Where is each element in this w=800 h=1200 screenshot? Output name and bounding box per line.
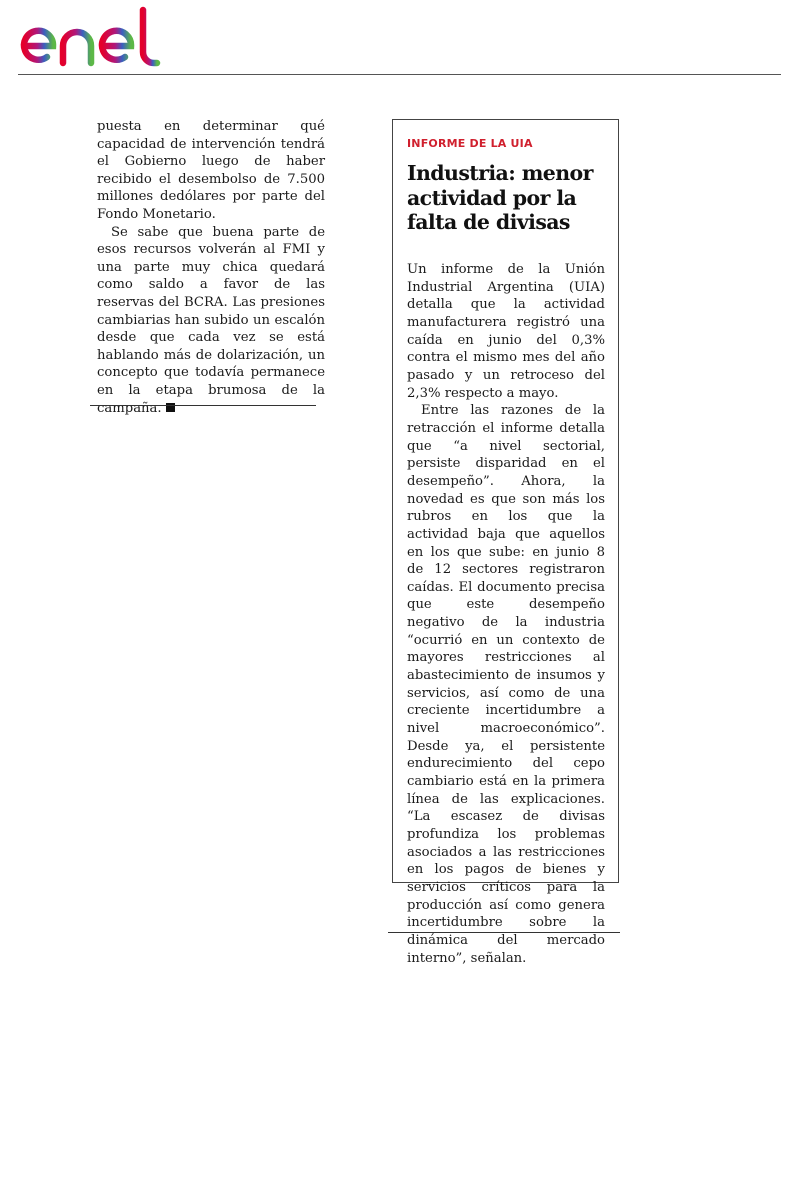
left-paragraph-2 bbox=[97, 224, 325, 418]
sidebar-paragraph-2: Entre las razones de la retracción el informe detalla que “a nivel sectorial, persiste disparidad en el desempeño”. Ahora, la novedad es que son más los rubros en los que la actividad baja que aquellos en los que sube: en junio 8 de 12 sectores registraron caídas. El documento precisa que este desempeño negativo de la industria “ocurrió en un contexto de mayores restricciones al abastecimiento de insumos y servicios, así como de una creciente incertidumbre a nivel macroeconómico”. Desde ya, el persistente endurecimiento del cepo cambiario está en la primera línea de las explicaciones. “La escasez de divisas profundiza los problemas asociados a las restricciones en los pagos de bienes y servicios críticos para la producción así como genera incertidumbre sobre la dinámica del mercado interno”, señalan. bbox=[407, 403, 605, 966]
sidebar-body bbox=[407, 261, 605, 967]
enel-logo-graphic bbox=[16, 6, 181, 68]
sidebar-paragraph-1: Un informe de la Unión Industrial Argentina (UIA) detalla que la actividad manufacturera registró una caída en junio del 0,3% contra el mismo mes del año pasado y un retroceso del 2,3% respecto a mayo. bbox=[407, 262, 605, 401]
left-article-column bbox=[97, 118, 325, 417]
left-column-rule bbox=[90, 405, 316, 406]
header-rule bbox=[18, 74, 781, 75]
enel-logo bbox=[16, 6, 181, 68]
end-of-article-mark bbox=[166, 403, 175, 412]
sidebar-headline: Industria: menor actividad por la falta de divisas bbox=[407, 161, 593, 234]
left-paragraph-1: puesta en determinar qué capacidad de intervención tendrá el Gobierno luego de haber recibido el desembolso de 7.500 millones dedólares por parte del Fondo Monetario. bbox=[97, 119, 325, 222]
sidebar-rule bbox=[388, 932, 620, 933]
left-paragraph-2-text: Se sabe que buena parte de esos recursos volverán al FMI y una parte muy chica quedará como saldo a favor de las reservas del BCRA. Las presiones cambiarias han subido un escalón desde que cada vez se está hablando más de dolarización, un concepto que todavía permanece en la etapa brumosa de la campaña. bbox=[97, 224, 325, 416]
sidebar-box bbox=[392, 119, 619, 966]
sidebar-kicker: INFORME DE LA UIA bbox=[407, 137, 533, 150]
